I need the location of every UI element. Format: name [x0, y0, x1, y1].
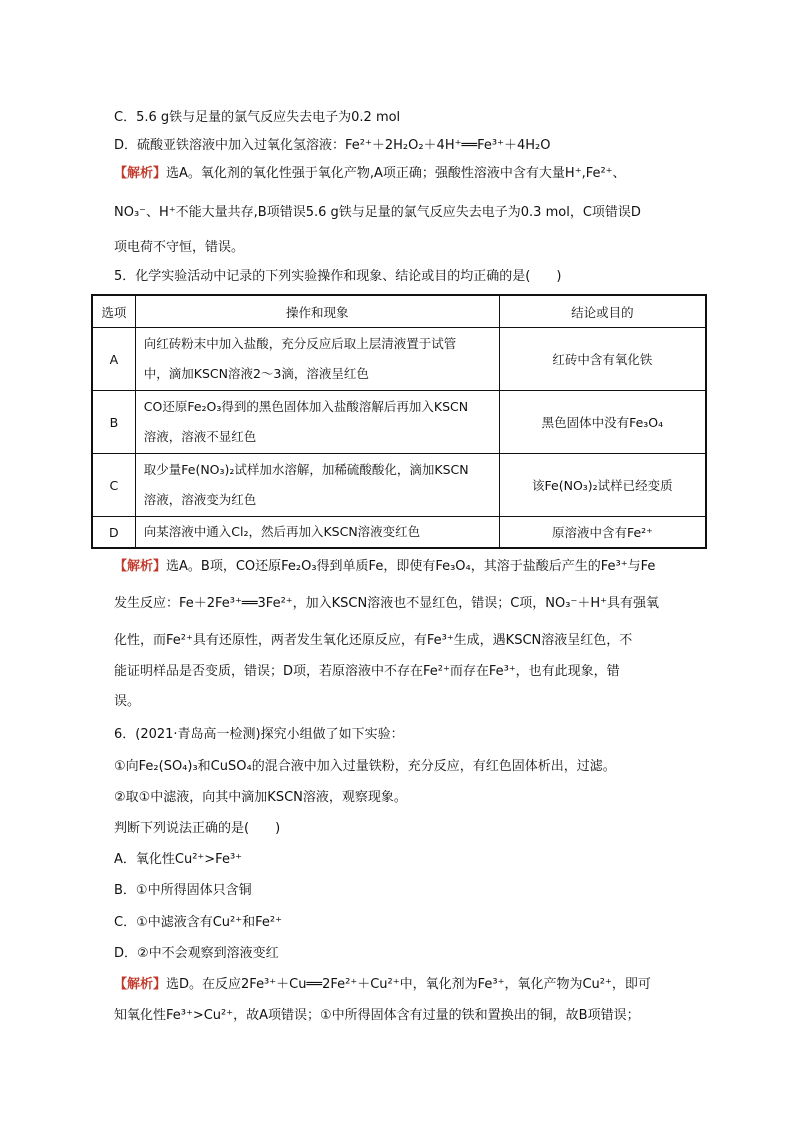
- row-operation-line: 溶液，溶液不显红色: [143, 429, 257, 444]
- q5-analysis-line-2: 发生反应：Fe＋2Fe³⁺══3Fe²⁺，加入KSCN溶液也不显红色，错误；C项，NO₃⁻＋H⁺具有强氧: [114, 596, 659, 611]
- table-row: [92, 454, 706, 517]
- row-operation: [135, 454, 499, 517]
- analysis-tag: 【解析】: [114, 559, 167, 574]
- q4-option-d: D．硫酸亚铁溶液中加入过氧化氢溶液：Fe²⁺＋2H₂O₂＋4H⁺══Fe³⁺＋4H₂O: [114, 138, 551, 153]
- header-conclusion: 结论或目的: [499, 295, 706, 328]
- row-conclusion: 黑色固体中没有Fe₃O₄: [499, 391, 706, 454]
- analysis-tag: 【解析】: [114, 977, 167, 992]
- q6-stem: 6．(2021·青岛高一检测)探究小组做了如下实验：: [114, 727, 404, 742]
- table-row: [92, 517, 706, 549]
- q6-analysis-line-1: [114, 975, 651, 995]
- q5-analysis-line-1: [114, 557, 655, 577]
- q4-option-c: C．5.6 g铁与足量的氯气反应失去电子为0.2 mol: [114, 110, 401, 125]
- row-conclusion: 原溶液中含有Fe²⁺: [499, 517, 706, 549]
- row-option: D: [92, 517, 135, 549]
- row-operation-line: CO还原Fe₂O₃得到的黑色固体加入盐酸溶解后再加入KSCN: [143, 399, 469, 414]
- row-operation-line: 中，滴加KSCN溶液2～3滴，溶液呈红色: [143, 366, 369, 381]
- row-operation: [135, 328, 499, 391]
- row-operation-line: 溶液，溶液变为红色: [143, 492, 257, 507]
- q6-option-c: C．①中滤液含有Cu²⁺和Fe²⁺: [114, 915, 282, 930]
- header-operation: 操作和现象: [135, 295, 499, 328]
- row-operation: [135, 517, 499, 549]
- q4-analysis-line-1: [114, 164, 626, 184]
- header-option: 选项: [92, 295, 135, 328]
- row-operation: [135, 391, 499, 454]
- q5-stem: 5．化学实验活动中记录的下列实验操作和现象、结论或目的均正确的是( ): [114, 269, 562, 284]
- q4-analysis-line-3: 项电荷不守恒，错误。: [114, 240, 245, 255]
- row-operation-line: 向红砖粉末中加入盐酸，充分反应后取上层清液置于试管: [143, 336, 457, 351]
- q6-step-2: ②取①中滤液，向其中滴加KSCN溶液，观察现象。: [114, 790, 407, 805]
- q6-option-d: D．②中不会观察到溶液变红: [114, 946, 279, 961]
- q6-option-b: B．①中所得固体只含铜: [114, 883, 252, 898]
- row-operation-line: 取少量Fe(NO₃)₂试样加水溶解，加稀硫酸酸化，滴加KSCN: [143, 462, 469, 477]
- q6-option-a: A．氧化性Cu²⁺>Fe³⁺: [114, 852, 243, 867]
- row-option: B: [92, 391, 135, 454]
- q5-analysis-line-3: 化性，而Fe²⁺具有还原性，两者发生氧化还原反应，有Fe³⁺生成，遇KSCN溶液呈红色，不: [114, 633, 633, 648]
- table-header-row: [92, 295, 706, 328]
- q6-question: 判断下列说法正确的是( ): [114, 821, 281, 836]
- q6-analysis-line-2: 知氧化性Fe³⁺>Cu²⁺，故A项错误；①中所得固体含有过量的铁和置换出的铜，故B项错误；: [114, 1008, 640, 1023]
- q5-analysis-line-5: 误。: [114, 694, 141, 709]
- q5-table: [91, 294, 707, 549]
- table-row: [92, 328, 706, 391]
- table-row: [92, 391, 706, 454]
- q5-analysis-text: 选A。B项，CO还原Fe₂O₃得到单质Fe，即使有Fe₃O₄，其溶于盐酸后产生的Fe³⁺与Fe: [166, 559, 656, 574]
- q5-analysis-line-4: 能证明样品是否变质，错误；D项，若原溶液中不存在Fe²⁺而存在Fe³⁺，也有此现象，错: [114, 664, 620, 679]
- row-option: C: [92, 454, 135, 517]
- row-option: A: [92, 328, 135, 391]
- q6-analysis-text: 选D。在反应2Fe³⁺＋Cu══2Fe²⁺＋Cu²⁺中，氧化剂为Fe³⁺，氧化产物为Cu²⁺，即可: [166, 977, 651, 992]
- q4-analysis-line-2: NO₃⁻、H⁺不能大量共存,B项错误5.6 g铁与足量的氯气反应失去电子为0.3 mol，C项错误D: [114, 205, 641, 220]
- row-conclusion: 红砖中含有氧化铁: [499, 328, 706, 391]
- row-operation-line: 向某溶液中通入Cl₂，然后再加入KSCN溶液变红色: [143, 524, 421, 539]
- q6-step-1: ①向Fe₂(SO₄)₃和CuSO₄的混合液中加入过量铁粉，充分反应，有红色固体析出，过滤。: [114, 759, 616, 774]
- analysis-tag: 【解析】: [114, 166, 167, 181]
- row-conclusion: 该Fe(NO₃)₂试样已经变质: [499, 454, 706, 517]
- q4-analysis-text: 选A。氧化剂的氧化性强于氧化产物,A项正确；强酸性溶液中含有大量H⁺,Fe²⁺、: [166, 166, 626, 181]
